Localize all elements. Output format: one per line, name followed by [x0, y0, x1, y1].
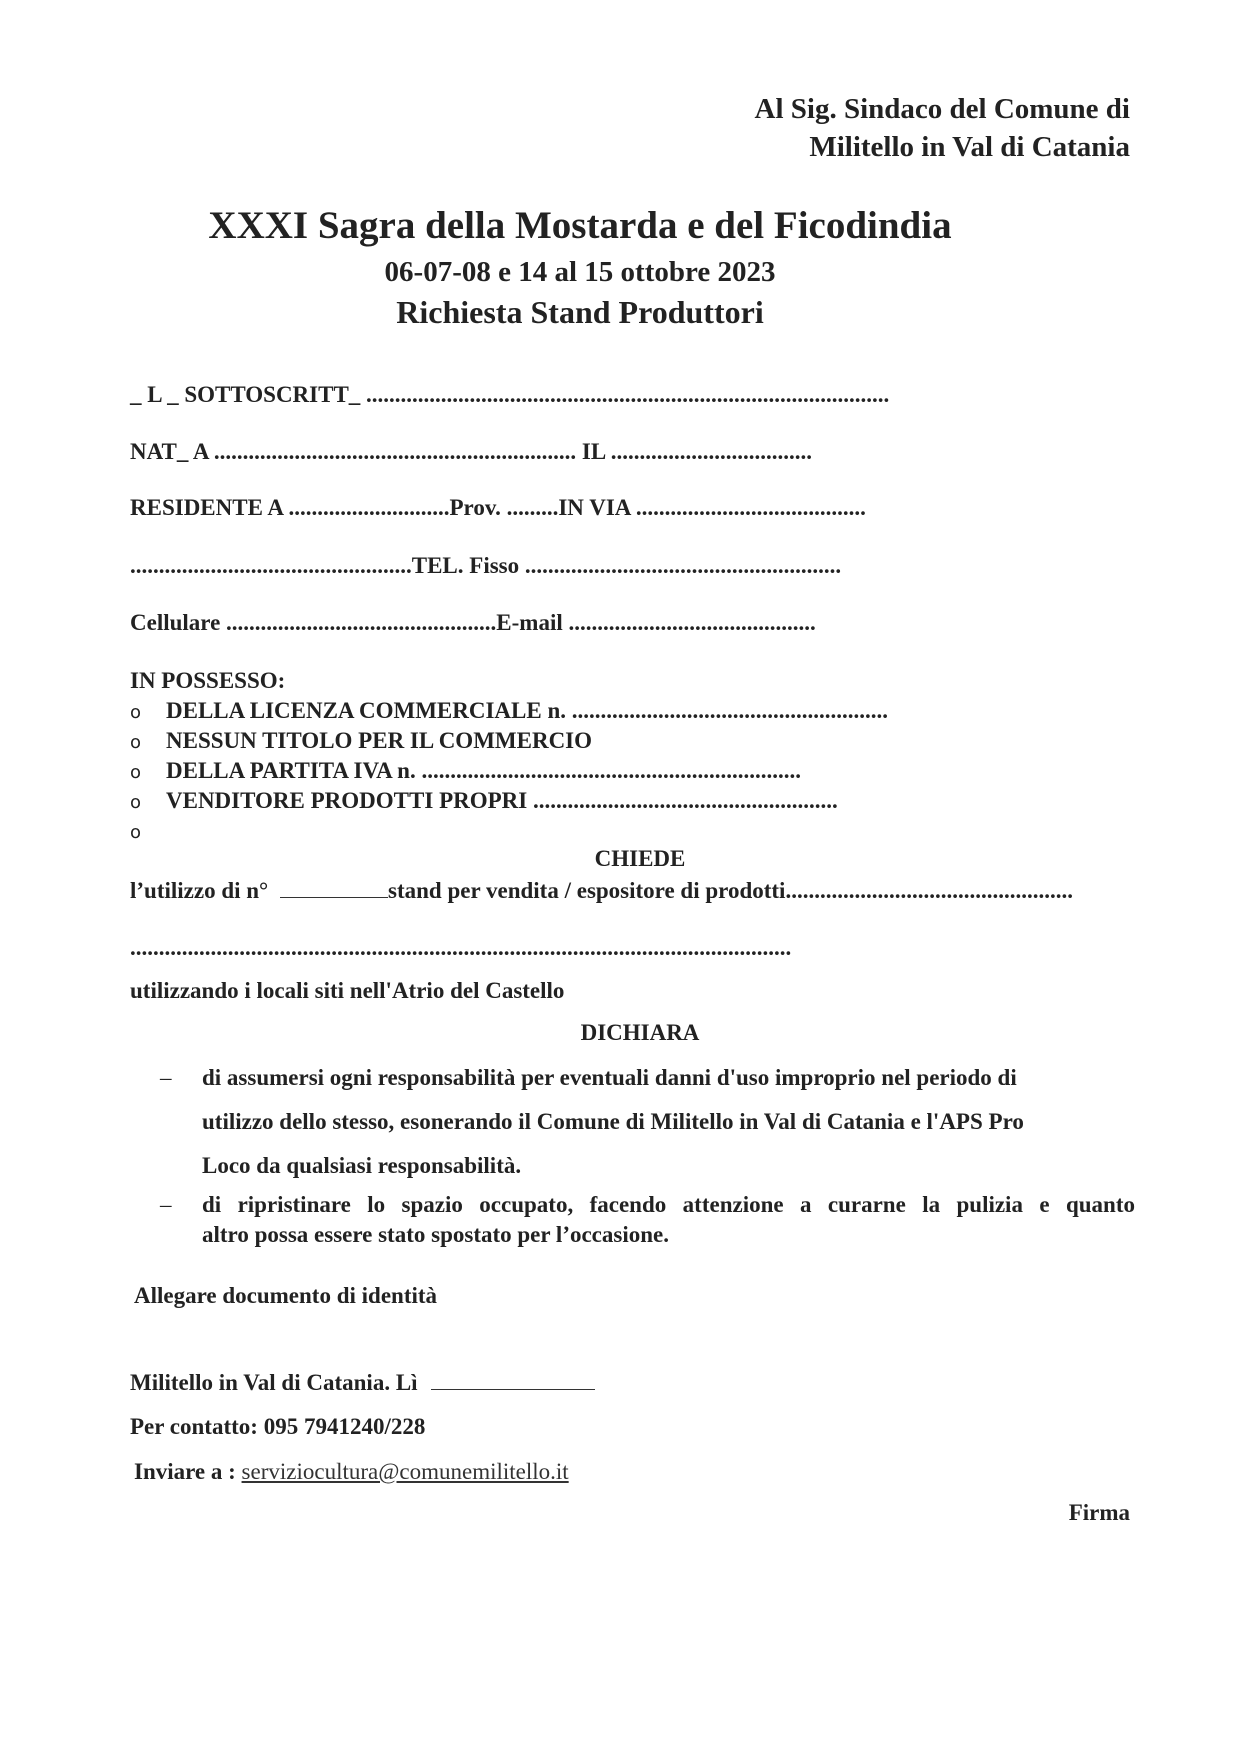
numero-stand-suffix: stand per vendita / espositore di prodotti.................................................. [388, 878, 1073, 903]
recipient-line-1: Al Sig. Sindaco del Comune di [754, 93, 1130, 125]
declaration-1-line-1: di assumersi ogni responsabilità per eventuali danni d'uso improprio nel periodo di [202, 1065, 1017, 1090]
possesso-label: IN POSSESSO: [130, 668, 286, 693]
declaration-1-line-2: utilizzo dello stesso, esonerando il Comune di Militello in Val di Catania e l'APS Pro [202, 1109, 1024, 1134]
option-partita-iva[interactable] [130, 757, 801, 787]
recipient-address [755, 90, 1130, 166]
radio-bullet-icon: o [130, 732, 142, 753]
radio-bullet-icon: o [130, 822, 142, 843]
field-residente[interactable]: RESIDENTE A ............................Prov. .........IN VIA ........................................ [130, 495, 866, 520]
numero-stand-blank[interactable] [280, 877, 388, 898]
radio-bullet-icon: o [130, 762, 142, 783]
dash-icon: – [160, 1065, 172, 1090]
option-label: NESSUN TITOLO PER IL COMMERCIO [166, 728, 593, 753]
dash-icon: – [160, 1192, 172, 1217]
option-label: DELLA PARTITA IVA n. .................................................................. [166, 758, 801, 783]
send-to [134, 1458, 569, 1486]
field-sottoscritto[interactable]: _ L _ SOTTOSCRITT_ ........................................................................................... [130, 382, 890, 407]
chiede-heading: CHIEDE [594, 846, 686, 871]
send-to-label: Inviare a : [134, 1459, 236, 1484]
declaration-item-1 [160, 1056, 1135, 1188]
declaration-2-line-1: di ripristinare lo spazio occupato, facendo attenzione a curarne la pulizia e quanto [202, 1192, 1135, 1217]
email-link[interactable]: serviziocultura@comunemilitello.it [241, 1459, 569, 1484]
declaration-2-line-2: altro possa essere stato spostato per l’occasione. [202, 1222, 669, 1247]
document-subtitle: Richiesta Stand Produttori [396, 294, 764, 330]
event-title: XXXI Sagra della Mostarda e del Ficodindia [208, 204, 952, 247]
allegare-note: Allegare documento di identità [134, 1283, 438, 1308]
event-dates: 06-07-08 e 14 al 15 ottobre 2023 [384, 256, 776, 288]
option-label: VENDITORE PRODOTTI PROPRI ..................................................... [166, 788, 838, 813]
declaration-item-2 [160, 1190, 1135, 1250]
luogo-data[interactable] [130, 1369, 595, 1397]
field-numero-stand[interactable] [130, 877, 1073, 905]
radio-bullet-icon: o [130, 702, 142, 723]
option-label: DELLA LICENZA COMMERCIALE n. ....................................................... [166, 698, 889, 723]
field-telefono[interactable]: .................................................TEL. Fisso ....................................................... [130, 553, 842, 578]
dichiara-heading: DICHIARA [580, 1020, 700, 1045]
declaration-1-line-3: Loco da qualsiasi responsabilità. [202, 1153, 522, 1178]
option-venditore[interactable] [130, 787, 838, 817]
option-empty[interactable] [130, 817, 166, 847]
option-licenza[interactable] [130, 697, 888, 727]
locali-text: utilizzando i locali siti nell'Atrio del Castello [130, 978, 565, 1003]
radio-bullet-icon: o [130, 792, 142, 813]
recipient-line-2: Militello in Val di Catania [809, 131, 1130, 163]
firma-label: Firma [1068, 1500, 1130, 1525]
field-nato-il[interactable]: NAT_ A ............................................................... IL ................................... [130, 439, 812, 464]
field-cellulare-email[interactable]: Cellulare ...............................................E-mail ........................................... [130, 610, 816, 635]
contact-phone: Per contatto: 095 7941240/228 [130, 1414, 426, 1439]
field-prodotti[interactable]: ................................................................................................................... [130, 935, 792, 960]
luogo-label: Militello in Val di Catania. Lì [130, 1370, 418, 1395]
option-nessun-titolo[interactable] [130, 727, 592, 757]
date-blank[interactable] [431, 1369, 595, 1390]
numero-stand-prefix: l’utilizzo di n° [130, 878, 269, 903]
